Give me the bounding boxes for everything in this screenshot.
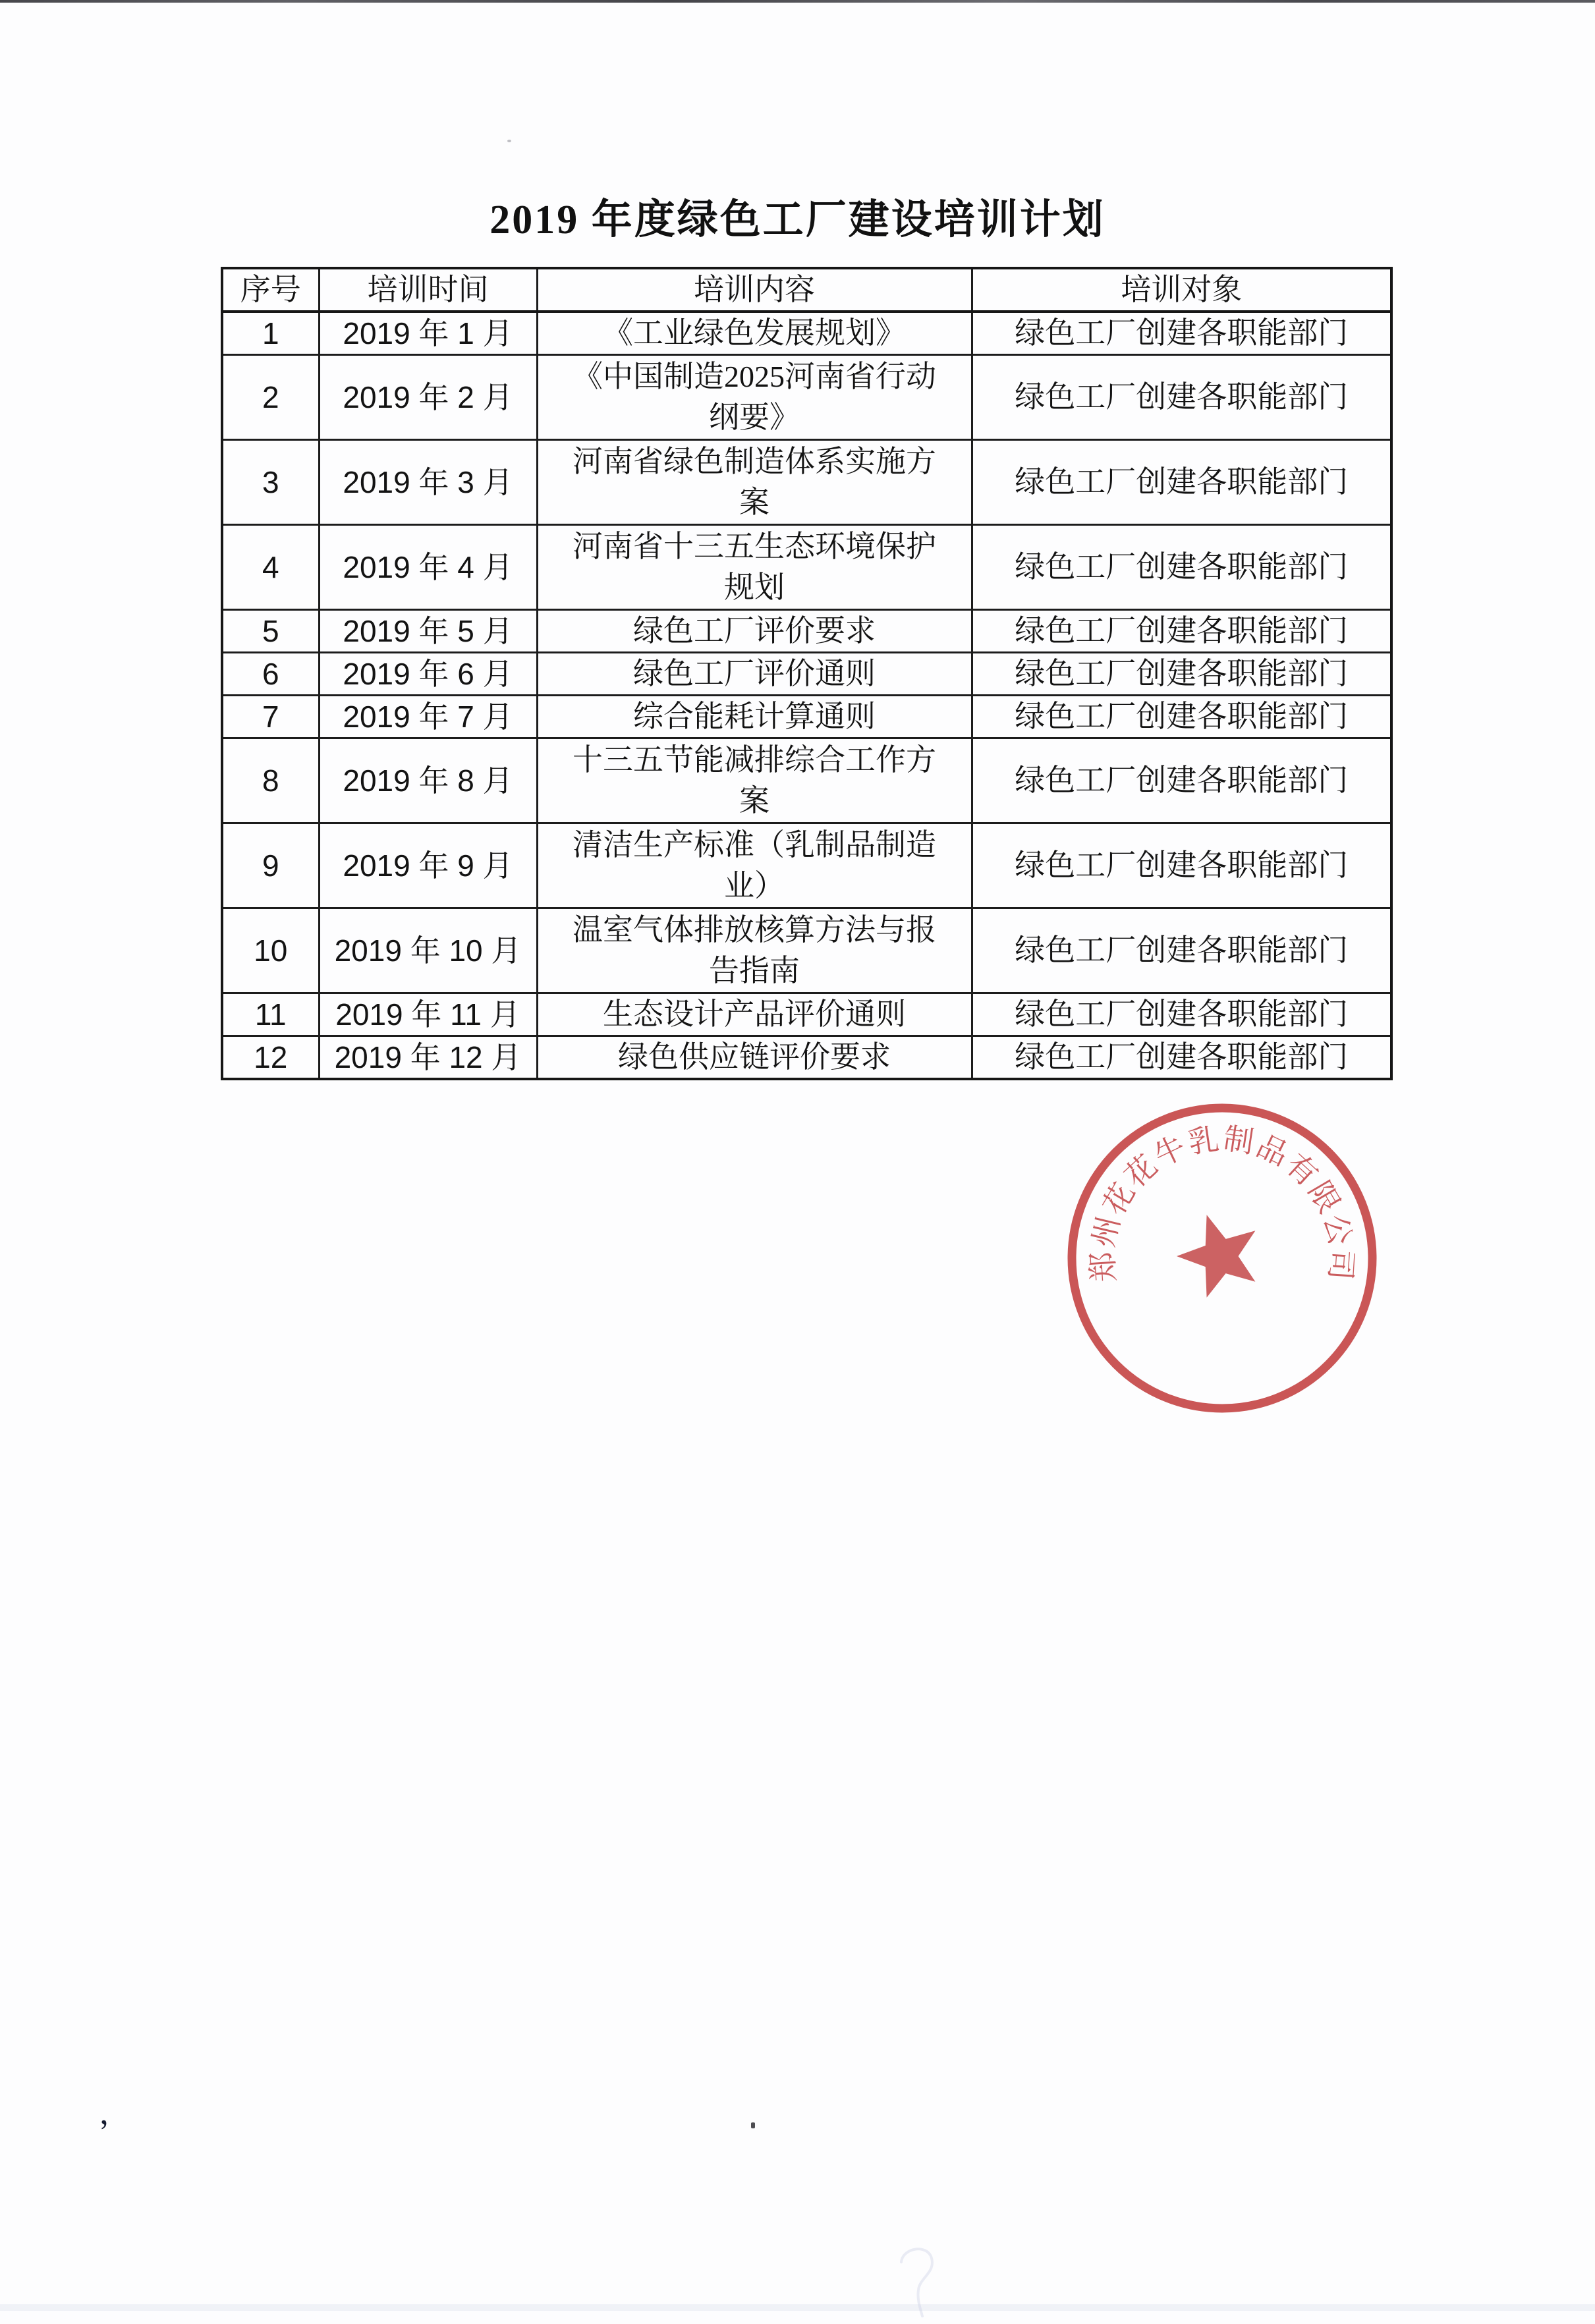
scan-speck xyxy=(507,140,511,142)
cell-content: 《中国制造2025河南省行动 纲要》 xyxy=(537,355,972,440)
cell-content: 河南省十三五生态环境保护 规划 xyxy=(537,525,972,610)
header-target: 培训对象 xyxy=(972,268,1391,312)
header-no: 序号 xyxy=(222,268,319,312)
table-row xyxy=(222,908,1391,993)
seal-star-icon xyxy=(1167,1202,1270,1302)
cell-content: 综合能耗计算通则 xyxy=(537,696,972,738)
cell-target: 绿色工厂创建各职能部门 xyxy=(972,653,1391,696)
training-plan-table xyxy=(221,267,1393,1080)
cell-time: 2019 年 12 月 xyxy=(319,1036,537,1080)
cell-target: 绿色工厂创建各职能部门 xyxy=(972,823,1391,908)
cell-time: 2019 年 5 月 xyxy=(319,610,537,653)
cell-no: 12 xyxy=(222,1036,319,1080)
cell-no: 9 xyxy=(222,823,319,908)
cell-content: 河南省绿色制造体系实施方 案 xyxy=(537,440,972,525)
cell-no: 11 xyxy=(222,993,319,1036)
cell-time: 2019 年 6 月 xyxy=(319,653,537,696)
scan-bottom-edge-artifact xyxy=(0,2304,1595,2311)
cell-time: 2019 年 3 月 xyxy=(319,440,537,525)
table-row xyxy=(222,525,1391,610)
page-title: 2019 年度绿色工厂建设培训计划 xyxy=(490,198,1105,242)
cell-time: 2019 年 7 月 xyxy=(319,696,537,738)
scan-speck xyxy=(751,2122,755,2128)
cell-target: 绿色工厂创建各职能部门 xyxy=(972,525,1391,610)
cell-content: 绿色工厂评价通则 xyxy=(537,653,972,696)
cell-time: 2019 年 11 月 xyxy=(319,993,537,1036)
cell-content: 《工业绿色发展规划》 xyxy=(537,312,972,355)
cell-time: 2019 年 10 月 xyxy=(319,908,537,993)
table-row xyxy=(222,823,1391,908)
cell-target: 绿色工厂创建各职能部门 xyxy=(972,1036,1391,1080)
cell-no: 5 xyxy=(222,610,319,653)
company-seal-stamp xyxy=(1057,1093,1387,1423)
cell-time: 2019 年 4 月 xyxy=(319,525,537,610)
cell-no: 7 xyxy=(222,696,319,738)
cell-no: 8 xyxy=(222,738,319,823)
table-header xyxy=(222,268,1391,312)
header-content: 培训内容 xyxy=(537,268,972,312)
table-row xyxy=(222,993,1391,1036)
cell-content: 十三五节能减排综合工作方 案 xyxy=(537,738,972,823)
cell-target: 绿色工厂创建各职能部门 xyxy=(972,738,1391,823)
header-time: 培训时间 xyxy=(319,268,537,312)
table-row xyxy=(222,653,1391,696)
table-row xyxy=(222,610,1391,653)
cell-no: 3 xyxy=(222,440,319,525)
cell-time: 2019 年 2 月 xyxy=(319,355,537,440)
cell-content: 生态设计产品评价通则 xyxy=(537,993,972,1036)
cell-no: 6 xyxy=(222,653,319,696)
seal-company-name: 郑州花花牛乳制品有限公司 xyxy=(1085,1121,1359,1283)
table-row xyxy=(222,696,1391,738)
cell-content: 绿色供应链评价要求 xyxy=(537,1036,972,1080)
scan-comma-artifact: , xyxy=(97,2093,109,2132)
cell-target: 绿色工厂创建各职能部门 xyxy=(972,355,1391,440)
table-row xyxy=(222,738,1391,823)
cell-time: 2019 年 8 月 xyxy=(319,738,537,823)
cell-target: 绿色工厂创建各职能部门 xyxy=(972,440,1391,525)
scan-top-edge-artifact xyxy=(0,0,1595,3)
cell-no: 10 xyxy=(222,908,319,993)
cell-target: 绿色工厂创建各职能部门 xyxy=(972,908,1391,993)
cell-no: 2 xyxy=(222,355,319,440)
cell-target: 绿色工厂创建各职能部门 xyxy=(972,610,1391,653)
table-row xyxy=(222,312,1391,355)
cell-target: 绿色工厂创建各职能部门 xyxy=(972,696,1391,738)
table-row xyxy=(222,440,1391,525)
training-table-body xyxy=(222,312,1391,1079)
cell-no: 4 xyxy=(222,525,319,610)
cell-target: 绿色工厂创建各职能部门 xyxy=(972,312,1391,355)
table-row xyxy=(222,355,1391,440)
cell-time: 2019 年 9 月 xyxy=(319,823,537,908)
scan-ghost-mark xyxy=(876,2238,955,2324)
table-row xyxy=(222,1036,1391,1080)
cell-content: 温室气体排放核算方法与报 告指南 xyxy=(537,908,972,993)
cell-no: 1 xyxy=(222,312,319,355)
cell-content: 绿色工厂评价要求 xyxy=(537,610,972,653)
cell-time: 2019 年 1 月 xyxy=(319,312,537,355)
cell-content: 清洁生产标准（乳制品制造 业） xyxy=(537,823,972,908)
cell-target: 绿色工厂创建各职能部门 xyxy=(972,993,1391,1036)
